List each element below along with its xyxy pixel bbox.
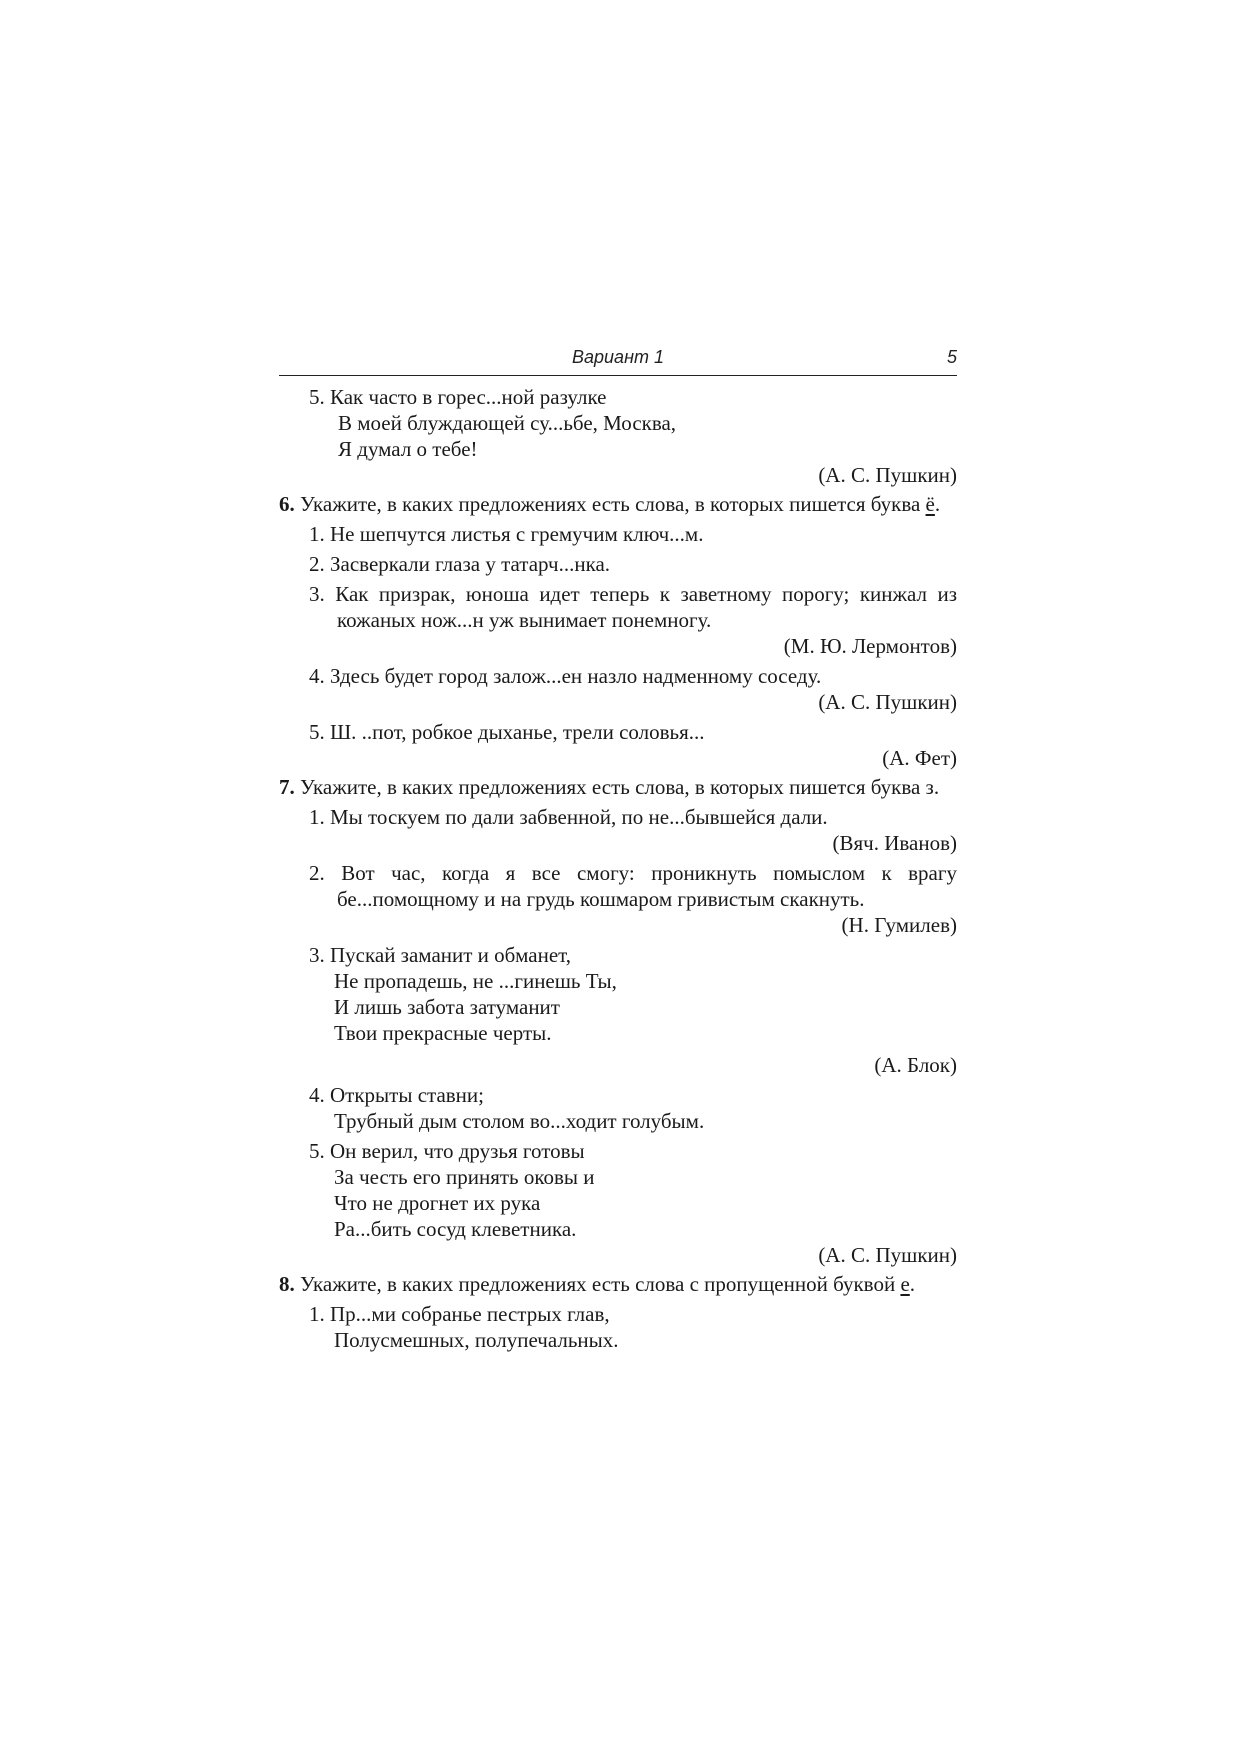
t5-item5-line1: 5. Как часто в горес...ной разулке bbox=[309, 385, 607, 409]
task6-letter: ё bbox=[925, 492, 935, 516]
task8-number: 8. bbox=[279, 1272, 295, 1296]
page-number: 5 bbox=[946, 347, 957, 367]
page-content bbox=[279, 384, 957, 1353]
t6-item5: 5. Ш. ..пот, робкое дыханье, трели соловья... bbox=[309, 720, 705, 744]
task8-letter: е bbox=[900, 1272, 910, 1296]
t7-item5-line4: Ра...бить сосуд клеветника. bbox=[334, 1217, 577, 1241]
task7-question: 7. Укажите, в каких предложениях есть слова, в которых пишется буква з. bbox=[279, 775, 940, 799]
running-title: Вариант 1 bbox=[572, 347, 664, 367]
task7-number: 7. bbox=[279, 775, 295, 799]
t6-attr4: (А. С. Пушкин) bbox=[818, 690, 957, 714]
t7-item3-line3: И лишь забота затуманит bbox=[334, 995, 560, 1019]
t5-attribution: (А. С. Пушкин) bbox=[818, 463, 957, 487]
t6-item2: 2. Засверкали глаза у татарч...нка. bbox=[309, 552, 611, 576]
t8-item1-line1: 1. Пр...ми собранье пестрых глав, bbox=[309, 1302, 610, 1326]
t7-item4-line2: Трубный дым столом во...ходит голубым. bbox=[334, 1109, 705, 1133]
t6-attr3: (М. Ю. Лермонтов) bbox=[783, 634, 957, 658]
t7-attr5: (А. С. Пушкин) bbox=[818, 1243, 957, 1267]
t7-item4-line1: 4. Открыты ставни; bbox=[309, 1083, 484, 1107]
t6-attr5: (А. Фет) bbox=[882, 746, 957, 770]
t5-item5-line3: Я думал о тебе! bbox=[338, 437, 478, 461]
t7-item3-line1: 3. Пускай заманит и обманет, bbox=[309, 943, 572, 967]
t7-item5-line2: За честь его принять оковы и bbox=[334, 1165, 595, 1189]
t7-attr2: (Н. Гумилев) bbox=[841, 913, 957, 937]
t5-item5-line2: В моей блуждающей су...ьбе, Москва, bbox=[338, 411, 677, 435]
t6-item1: 1. Не шепчутся листья с гремучим ключ...м. bbox=[309, 522, 704, 546]
t7-item3-line4: Твои прекрасные черты. bbox=[334, 1021, 552, 1045]
task6-question: 6. Укажите, в каких предложениях есть слова, в которых пишется буква ё. bbox=[279, 492, 941, 516]
t7-item5-line3: Что не дрогнет их рука bbox=[334, 1191, 541, 1215]
t7-item1: 1. Мы тоскуем по дали забвенной, по не...бывшейся дали. bbox=[309, 805, 828, 829]
t6-item3: 3. Как призрак, юноша идет теперь к заветному порогу; кинжал из кожаных нож...н уж вынимает понемногу. bbox=[309, 582, 957, 632]
t7-attr1: (Вяч. Иванов) bbox=[832, 831, 957, 855]
t7-item5-line1: 5. Он верил, что друзья готовы bbox=[309, 1139, 585, 1163]
t8-item1-line2: Полусмешных, полупечальных. bbox=[334, 1328, 619, 1352]
task8-question: 8. Укажите, в каких предложениях есть слова с пропущенной буквой е. bbox=[279, 1272, 916, 1296]
t7-attr3: (А. Блок) bbox=[874, 1053, 957, 1077]
task6-number: 6. bbox=[279, 492, 295, 516]
t7-item3-line2: Не пропадешь, не ...гинешь Ты, bbox=[334, 969, 617, 993]
page-header bbox=[279, 343, 957, 376]
t7-item2: 2. Вот час, когда я все смогу: проникнуть помыслом к врагу бе...помощному и на грудь кошмаром гривистым скакнуть. bbox=[309, 861, 957, 911]
t6-item4: 4. Здесь будет город залож...ен назло надменному соседу. bbox=[309, 664, 822, 688]
